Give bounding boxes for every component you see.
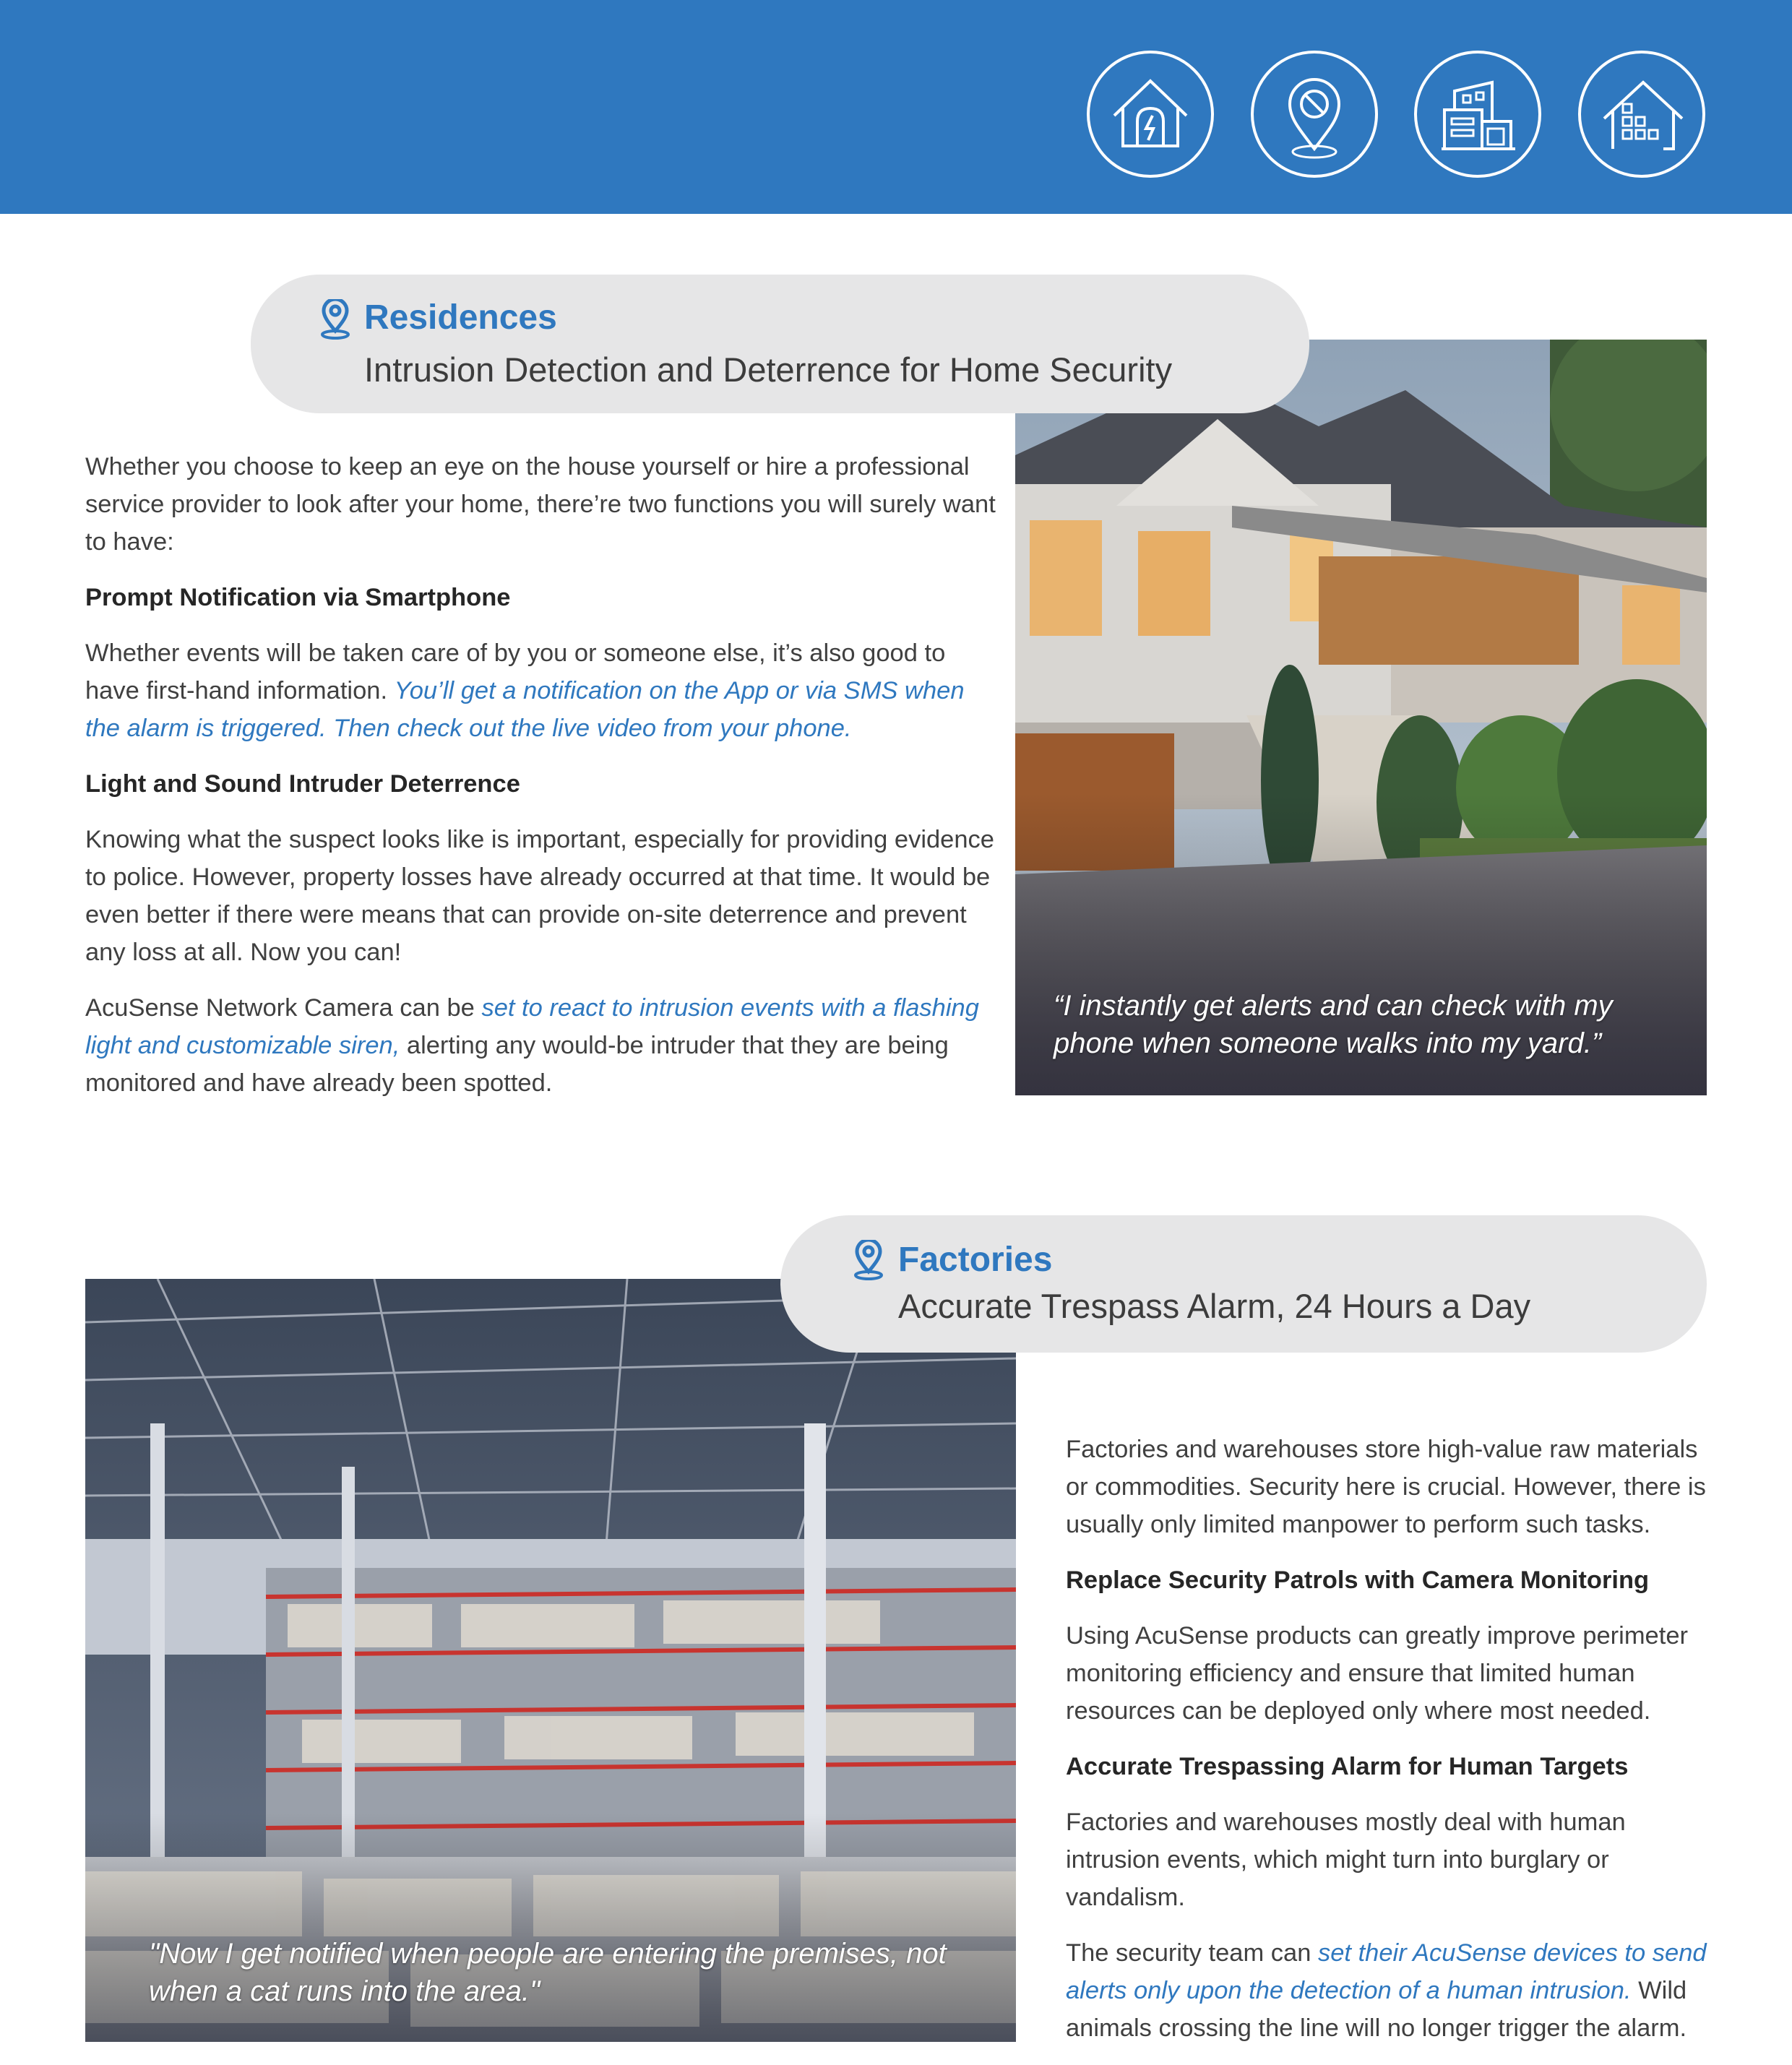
home-alert-icon: [1085, 49, 1215, 179]
factories-patrols-text: Using AcuSense products can greatly improve perimeter monitoring efficiency and ensure that limited human resources can be deployed only where most needed.: [1066, 1622, 1689, 1725]
factories-heading-trespassing: Accurate Trespassing Alarm for Human Targets: [1066, 1753, 1629, 1780]
factories-quote: "Now I get notified when people are entering the premises, not when a cat runs into the area.": [149, 1938, 947, 2007]
warehouse-photo: [85, 1279, 1016, 2042]
residences-title-pill: [251, 275, 1309, 413]
residences-body: [85, 448, 997, 1120]
residences-heading-notification: Prompt Notification via Smartphone: [85, 584, 511, 611]
security-team-text-plain-end: Wild animals crossing the line will no longer trigger the alarm.: [1066, 1977, 1687, 2042]
factories-subtitle: Accurate Trespass Alarm, 24 Hours a Day: [898, 1287, 1531, 1325]
factory-icon: [1577, 49, 1707, 179]
residences-notification-text: [85, 634, 997, 747]
factories-body: [1066, 1431, 1716, 2065]
acusense-text-plain-end: alerting any would-be intruder that they are being monitored and have already been spotted.: [85, 1032, 949, 1097]
factories-heading-patrols: Replace Security Patrols with Camera Monitoring: [1066, 1566, 1650, 1594]
residences-quote: “I instantly get alerts and can check with my phone when someone walks into my yard.”: [1054, 990, 1613, 1059]
security-team-text-plain: The security team can: [1066, 1939, 1318, 1967]
factories-trespassing-text: Factories and warehouses mostly deal with human intrusion events, which might turn into burglary or vandalism.: [1066, 1809, 1626, 1911]
security-team-text-highlight: set their AcuSense devices to send alerts only upon the detection of a human intrusion.: [1066, 1939, 1707, 2004]
residences-deterrence-text: Knowing what the suspect looks like is important, especially for providing evidence to police. However, property losses have already occurred at that time. It would be even better if there were means that can provide on-site deterrence and prevent any loss at all. Now you can!: [85, 826, 994, 966]
notification-text-highlight: You’ll get a notification on the App or via SMS when the alarm is triggered. Then check out the live video from your phone.: [85, 677, 965, 742]
notification-text-plain: Whether events will be taken care of by you or someone else, it’s also good to have first-hand information.: [85, 639, 946, 704]
residences-heading-deterrence: Light and Sound Intruder Deterrence: [85, 770, 520, 798]
acusense-text-highlight: set to react to intrusion events with a flashing light and customizable siren,: [85, 994, 979, 1059]
no-location-icon: [1249, 49, 1379, 179]
residences-subtitle: Intrusion Detection and Deterrence for Home Security: [364, 350, 1173, 389]
factories-security-team-text: [1066, 1934, 1716, 2047]
factories-title: Factories: [898, 1241, 1053, 1279]
acusense-text-plain: AcuSense Network Camera can be: [85, 994, 482, 1022]
factories-intro: Factories and warehouses store high-value raw materials or commodities. Security here is crucial. However, there is usually only limited manpower to perform such tasks.: [1066, 1436, 1706, 1538]
residences-title: Residences: [364, 298, 557, 337]
residences-acusense-text: [85, 989, 997, 1102]
buildings-icon: [1413, 49, 1543, 179]
house-photo: [1015, 340, 1707, 1095]
residences-intro: Whether you choose to keep an eye on the house yourself or hire a professional service provider to look after your home, there’re two functions you will surely want to have:: [85, 453, 996, 556]
factories-title-pill: [780, 1215, 1707, 1353]
location-pin-icon: [318, 299, 353, 340]
location-pin-icon: [851, 1240, 886, 1280]
